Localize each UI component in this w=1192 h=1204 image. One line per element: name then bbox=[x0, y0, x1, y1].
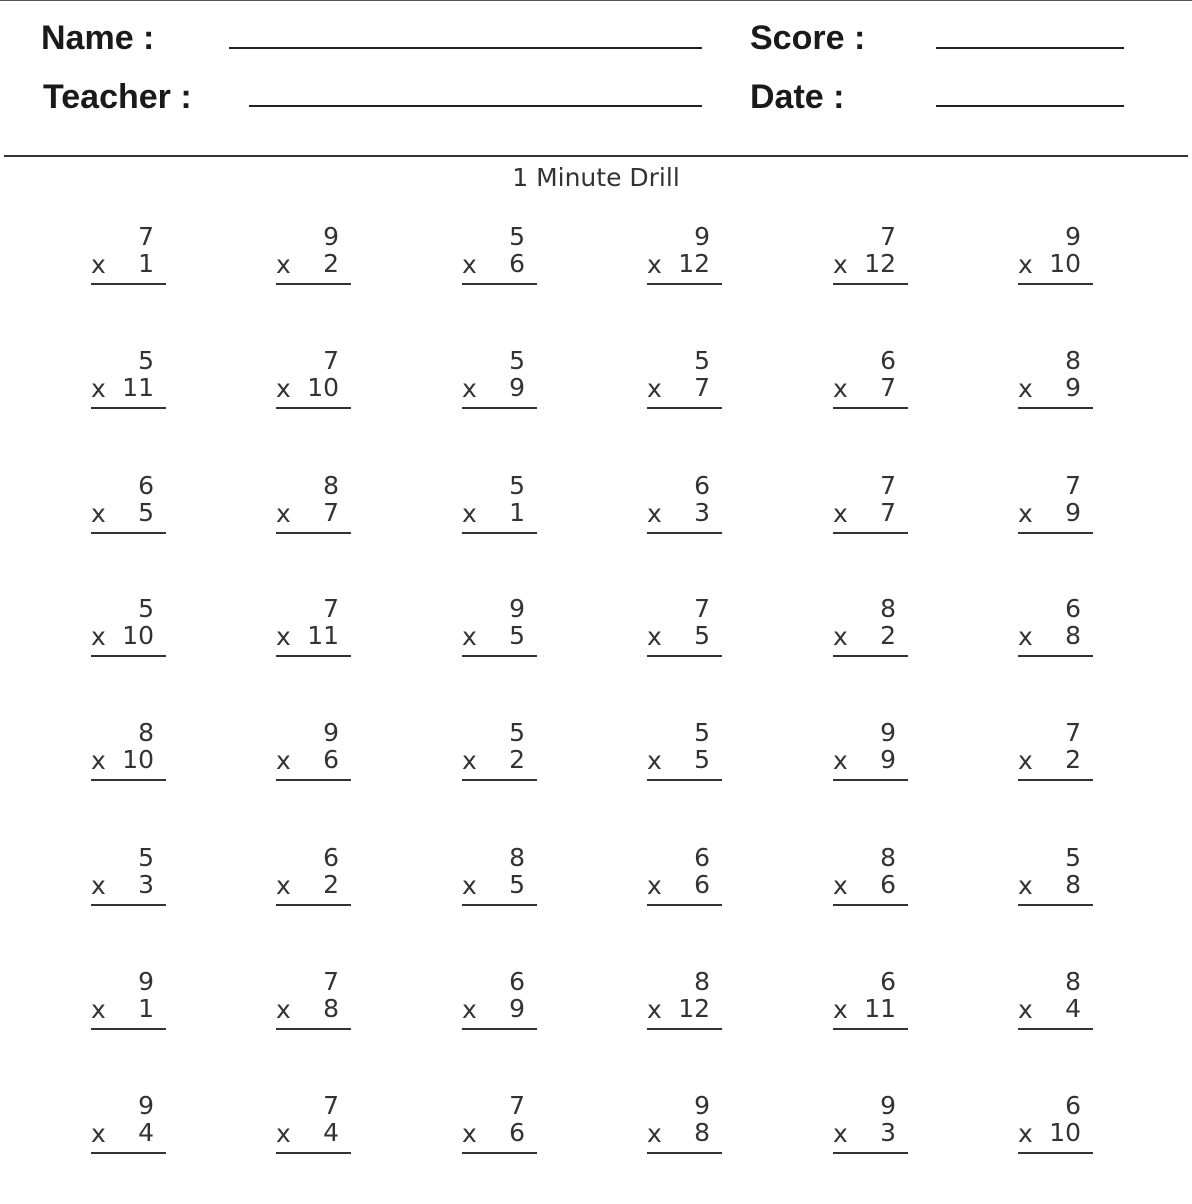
multiplicand: 9 bbox=[509, 594, 525, 623]
answer-line[interactable] bbox=[91, 407, 166, 409]
answer-line[interactable] bbox=[1018, 283, 1093, 285]
multiplicand: 5 bbox=[509, 471, 525, 500]
multiplier: 2 bbox=[509, 745, 525, 774]
times-sign: x bbox=[1018, 746, 1033, 775]
problem bbox=[647, 1091, 723, 1159]
multiplier: 10 bbox=[307, 373, 339, 402]
multiplicand: 9 bbox=[323, 718, 339, 747]
multiplicand: 6 bbox=[694, 843, 710, 872]
times-sign: x bbox=[647, 871, 662, 900]
name-label: Name : bbox=[41, 19, 155, 57]
times-sign: x bbox=[1018, 250, 1033, 279]
problem bbox=[833, 471, 909, 539]
answer-line[interactable] bbox=[833, 283, 908, 285]
multiplier: 8 bbox=[323, 994, 339, 1023]
multiplicand: 8 bbox=[880, 594, 896, 623]
multiplier: 6 bbox=[509, 249, 525, 278]
multiplicand: 5 bbox=[509, 346, 525, 375]
times-sign: x bbox=[1018, 499, 1033, 528]
multiplicand: 7 bbox=[880, 222, 896, 251]
problem bbox=[833, 346, 909, 414]
times-sign: x bbox=[833, 995, 848, 1024]
multiplicand: 8 bbox=[138, 718, 154, 747]
times-sign: x bbox=[647, 746, 662, 775]
problem bbox=[91, 346, 167, 414]
answer-line[interactable] bbox=[276, 1152, 351, 1154]
multiplicand: 7 bbox=[694, 594, 710, 623]
times-sign: x bbox=[462, 622, 477, 651]
multiplier: 4 bbox=[138, 1118, 154, 1147]
times-sign: x bbox=[647, 250, 662, 279]
multiplier: 10 bbox=[122, 745, 154, 774]
times-sign: x bbox=[647, 995, 662, 1024]
times-sign: x bbox=[462, 746, 477, 775]
answer-line[interactable] bbox=[462, 655, 537, 657]
times-sign: x bbox=[833, 746, 848, 775]
times-sign: x bbox=[462, 250, 477, 279]
multiplier: 1 bbox=[509, 498, 525, 527]
multiplier: 7 bbox=[880, 498, 896, 527]
times-sign: x bbox=[91, 499, 106, 528]
problem bbox=[462, 843, 538, 911]
problem bbox=[276, 346, 352, 414]
multiplicand: 7 bbox=[509, 1091, 525, 1120]
multiplicand: 7 bbox=[323, 594, 339, 623]
multiplicand: 7 bbox=[1065, 718, 1081, 747]
multiplicand: 5 bbox=[509, 718, 525, 747]
answer-line[interactable] bbox=[276, 779, 351, 781]
multiplicand: 5 bbox=[138, 346, 154, 375]
multiplicand: 6 bbox=[694, 471, 710, 500]
answer-line[interactable] bbox=[462, 532, 537, 534]
problem bbox=[647, 346, 723, 414]
problem bbox=[1018, 594, 1094, 662]
multiplier: 2 bbox=[323, 870, 339, 899]
times-sign: x bbox=[647, 374, 662, 403]
multiplier: 5 bbox=[694, 621, 710, 650]
answer-line[interactable] bbox=[91, 779, 166, 781]
answer-line[interactable] bbox=[833, 904, 908, 906]
answer-line[interactable] bbox=[833, 407, 908, 409]
times-sign: x bbox=[276, 374, 291, 403]
times-sign: x bbox=[833, 499, 848, 528]
multiplicand: 9 bbox=[694, 222, 710, 251]
problem bbox=[276, 222, 352, 290]
multiplier: 11 bbox=[122, 373, 154, 402]
problem bbox=[1018, 471, 1094, 539]
multiplier: 5 bbox=[138, 498, 154, 527]
answer-line[interactable] bbox=[833, 779, 908, 781]
multiplier: 6 bbox=[880, 870, 896, 899]
times-sign: x bbox=[462, 374, 477, 403]
multiplicand: 8 bbox=[1065, 346, 1081, 375]
multiplicand: 9 bbox=[1065, 222, 1081, 251]
problem bbox=[462, 222, 538, 290]
problem bbox=[1018, 967, 1094, 1035]
answer-line[interactable] bbox=[462, 407, 537, 409]
multiplicand: 5 bbox=[509, 222, 525, 251]
multiplier: 3 bbox=[138, 870, 154, 899]
multiplier: 11 bbox=[864, 994, 896, 1023]
multiplicand: 5 bbox=[694, 718, 710, 747]
answer-line[interactable] bbox=[91, 1152, 166, 1154]
answer-line[interactable] bbox=[91, 655, 166, 657]
times-sign: x bbox=[91, 746, 106, 775]
problem bbox=[833, 1091, 909, 1159]
times-sign: x bbox=[276, 746, 291, 775]
times-sign: x bbox=[833, 622, 848, 651]
multiplier: 9 bbox=[1065, 498, 1081, 527]
answer-line[interactable] bbox=[1018, 904, 1093, 906]
times-sign: x bbox=[647, 1119, 662, 1148]
multiplicand: 7 bbox=[880, 471, 896, 500]
times-sign: x bbox=[91, 871, 106, 900]
times-sign: x bbox=[462, 1119, 477, 1148]
multiplier: 7 bbox=[694, 373, 710, 402]
times-sign: x bbox=[276, 871, 291, 900]
multiplicand: 5 bbox=[1065, 843, 1081, 872]
multiplicand: 5 bbox=[138, 594, 154, 623]
problem bbox=[647, 222, 723, 290]
multiplier: 12 bbox=[864, 249, 896, 278]
times-sign: x bbox=[276, 499, 291, 528]
times-sign: x bbox=[1018, 622, 1033, 651]
problem bbox=[647, 967, 723, 1035]
answer-line[interactable] bbox=[647, 779, 722, 781]
multiplicand: 8 bbox=[694, 967, 710, 996]
problem bbox=[1018, 718, 1094, 786]
multiplier: 1 bbox=[138, 249, 154, 278]
answer-line[interactable] bbox=[462, 283, 537, 285]
answer-line[interactable] bbox=[833, 1152, 908, 1154]
problem bbox=[647, 594, 723, 662]
multiplier: 9 bbox=[509, 373, 525, 402]
answer-line[interactable] bbox=[91, 1028, 166, 1030]
multiplier: 11 bbox=[307, 621, 339, 650]
answer-line[interactable] bbox=[91, 904, 166, 906]
multiplicand: 8 bbox=[509, 843, 525, 872]
problem bbox=[462, 471, 538, 539]
answer-line[interactable] bbox=[1018, 655, 1093, 657]
multiplier: 6 bbox=[694, 870, 710, 899]
multiplier: 9 bbox=[1065, 373, 1081, 402]
multiplicand: 6 bbox=[138, 471, 154, 500]
problem bbox=[276, 594, 352, 662]
multiplier: 3 bbox=[880, 1118, 896, 1147]
problem bbox=[647, 718, 723, 786]
answer-line[interactable] bbox=[647, 1028, 722, 1030]
multiplicand: 6 bbox=[880, 967, 896, 996]
answer-line[interactable] bbox=[647, 904, 722, 906]
times-sign: x bbox=[462, 871, 477, 900]
times-sign: x bbox=[833, 374, 848, 403]
multiplier: 6 bbox=[323, 745, 339, 774]
problem bbox=[833, 967, 909, 1035]
problem bbox=[647, 471, 723, 539]
multiplier: 9 bbox=[880, 745, 896, 774]
problem bbox=[91, 843, 167, 911]
times-sign: x bbox=[276, 1119, 291, 1148]
answer-line[interactable] bbox=[1018, 1152, 1093, 1154]
multiplicand: 7 bbox=[323, 1091, 339, 1120]
problem bbox=[647, 843, 723, 911]
problem bbox=[833, 843, 909, 911]
times-sign: x bbox=[647, 499, 662, 528]
times-sign: x bbox=[833, 1119, 848, 1148]
teacher-label: Teacher : bbox=[43, 78, 192, 116]
answer-line[interactable] bbox=[462, 1028, 537, 1030]
answer-line[interactable] bbox=[91, 283, 166, 285]
answer-line[interactable] bbox=[833, 532, 908, 534]
problem bbox=[276, 471, 352, 539]
multiplicand: 9 bbox=[138, 1091, 154, 1120]
times-sign: x bbox=[833, 250, 848, 279]
multiplier: 8 bbox=[1065, 621, 1081, 650]
multiplier: 4 bbox=[323, 1118, 339, 1147]
problem bbox=[833, 222, 909, 290]
times-sign: x bbox=[1018, 871, 1033, 900]
multiplier: 4 bbox=[1065, 994, 1081, 1023]
answer-line[interactable] bbox=[91, 532, 166, 534]
multiplicand: 7 bbox=[138, 222, 154, 251]
times-sign: x bbox=[1018, 374, 1033, 403]
multiplier: 10 bbox=[1049, 249, 1081, 278]
times-sign: x bbox=[91, 1119, 106, 1148]
problem bbox=[1018, 222, 1094, 290]
times-sign: x bbox=[91, 250, 106, 279]
problem bbox=[833, 594, 909, 662]
answer-line[interactable] bbox=[833, 1028, 908, 1030]
problem bbox=[276, 843, 352, 911]
problem bbox=[91, 1091, 167, 1159]
times-sign: x bbox=[462, 499, 477, 528]
answer-line[interactable] bbox=[1018, 1028, 1093, 1030]
multiplier: 5 bbox=[694, 745, 710, 774]
times-sign: x bbox=[1018, 1119, 1033, 1148]
answer-line[interactable] bbox=[647, 532, 722, 534]
multiplicand: 8 bbox=[880, 843, 896, 872]
multiplier: 5 bbox=[509, 621, 525, 650]
times-sign: x bbox=[276, 250, 291, 279]
multiplicand: 8 bbox=[323, 471, 339, 500]
times-sign: x bbox=[276, 622, 291, 651]
problem bbox=[462, 718, 538, 786]
problem bbox=[91, 471, 167, 539]
multiplier: 7 bbox=[880, 373, 896, 402]
answer-line[interactable] bbox=[276, 283, 351, 285]
problem bbox=[462, 346, 538, 414]
multiplier: 12 bbox=[678, 994, 710, 1023]
multiplicand: 7 bbox=[1065, 471, 1081, 500]
multiplier: 8 bbox=[1065, 870, 1081, 899]
problem bbox=[1018, 346, 1094, 414]
multiplicand: 7 bbox=[323, 346, 339, 375]
times-sign: x bbox=[91, 374, 106, 403]
answer-line[interactable] bbox=[276, 904, 351, 906]
multiplier: 2 bbox=[1065, 745, 1081, 774]
multiplicand: 6 bbox=[1065, 1091, 1081, 1120]
multiplicand: 6 bbox=[1065, 594, 1081, 623]
answer-line[interactable] bbox=[462, 1152, 537, 1154]
multiplicand: 5 bbox=[694, 346, 710, 375]
multiplicand: 8 bbox=[1065, 967, 1081, 996]
times-sign: x bbox=[833, 871, 848, 900]
answer-line[interactable] bbox=[1018, 532, 1093, 534]
multiplier: 7 bbox=[323, 498, 339, 527]
answer-line[interactable] bbox=[276, 407, 351, 409]
answer-line[interactable] bbox=[276, 1028, 351, 1030]
answer-line[interactable] bbox=[1018, 407, 1093, 409]
answer-line[interactable] bbox=[276, 532, 351, 534]
times-sign: x bbox=[647, 622, 662, 651]
multiplier: 9 bbox=[509, 994, 525, 1023]
answer-line[interactable] bbox=[647, 1152, 722, 1154]
multiplier: 10 bbox=[1049, 1118, 1081, 1147]
multiplier: 2 bbox=[323, 249, 339, 278]
answer-line[interactable] bbox=[462, 904, 537, 906]
answer-line[interactable] bbox=[462, 779, 537, 781]
problem bbox=[1018, 843, 1094, 911]
date-label: Date : bbox=[750, 78, 845, 116]
multiplier: 10 bbox=[122, 621, 154, 650]
multiplicand: 9 bbox=[694, 1091, 710, 1120]
answer-line[interactable] bbox=[647, 407, 722, 409]
multiplicand: 7 bbox=[323, 967, 339, 996]
multiplicand: 9 bbox=[138, 967, 154, 996]
answer-line[interactable] bbox=[833, 655, 908, 657]
score-label: Score : bbox=[750, 19, 866, 57]
problem bbox=[1018, 1091, 1094, 1159]
problem bbox=[91, 222, 167, 290]
problem bbox=[462, 594, 538, 662]
multiplicand: 9 bbox=[880, 718, 896, 747]
problem bbox=[462, 1091, 538, 1159]
multiplier: 12 bbox=[678, 249, 710, 278]
problem bbox=[91, 967, 167, 1035]
problem bbox=[276, 718, 352, 786]
times-sign: x bbox=[462, 995, 477, 1024]
times-sign: x bbox=[91, 995, 106, 1024]
worksheet-subtitle: 1 Minute Drill bbox=[512, 163, 680, 192]
multiplier: 3 bbox=[694, 498, 710, 527]
answer-line[interactable] bbox=[1018, 779, 1093, 781]
multiplier: 2 bbox=[880, 621, 896, 650]
problem bbox=[276, 1091, 352, 1159]
answer-line[interactable] bbox=[647, 283, 722, 285]
problem bbox=[276, 967, 352, 1035]
multiplicand: 9 bbox=[880, 1091, 896, 1120]
multiplier: 8 bbox=[694, 1118, 710, 1147]
answer-line[interactable] bbox=[276, 655, 351, 657]
multiplicand: 6 bbox=[323, 843, 339, 872]
times-sign: x bbox=[91, 622, 106, 651]
problem bbox=[833, 718, 909, 786]
times-sign: x bbox=[276, 995, 291, 1024]
multiplicand: 5 bbox=[138, 843, 154, 872]
answer-line[interactable] bbox=[647, 655, 722, 657]
problem bbox=[91, 594, 167, 662]
multiplier: 5 bbox=[509, 870, 525, 899]
problem bbox=[91, 718, 167, 786]
multiplicand: 9 bbox=[323, 222, 339, 251]
multiplier: 1 bbox=[138, 994, 154, 1023]
problem bbox=[462, 967, 538, 1035]
multiplicand: 6 bbox=[880, 346, 896, 375]
multiplicand: 6 bbox=[509, 967, 525, 996]
times-sign: x bbox=[1018, 995, 1033, 1024]
multiplier: 6 bbox=[509, 1118, 525, 1147]
